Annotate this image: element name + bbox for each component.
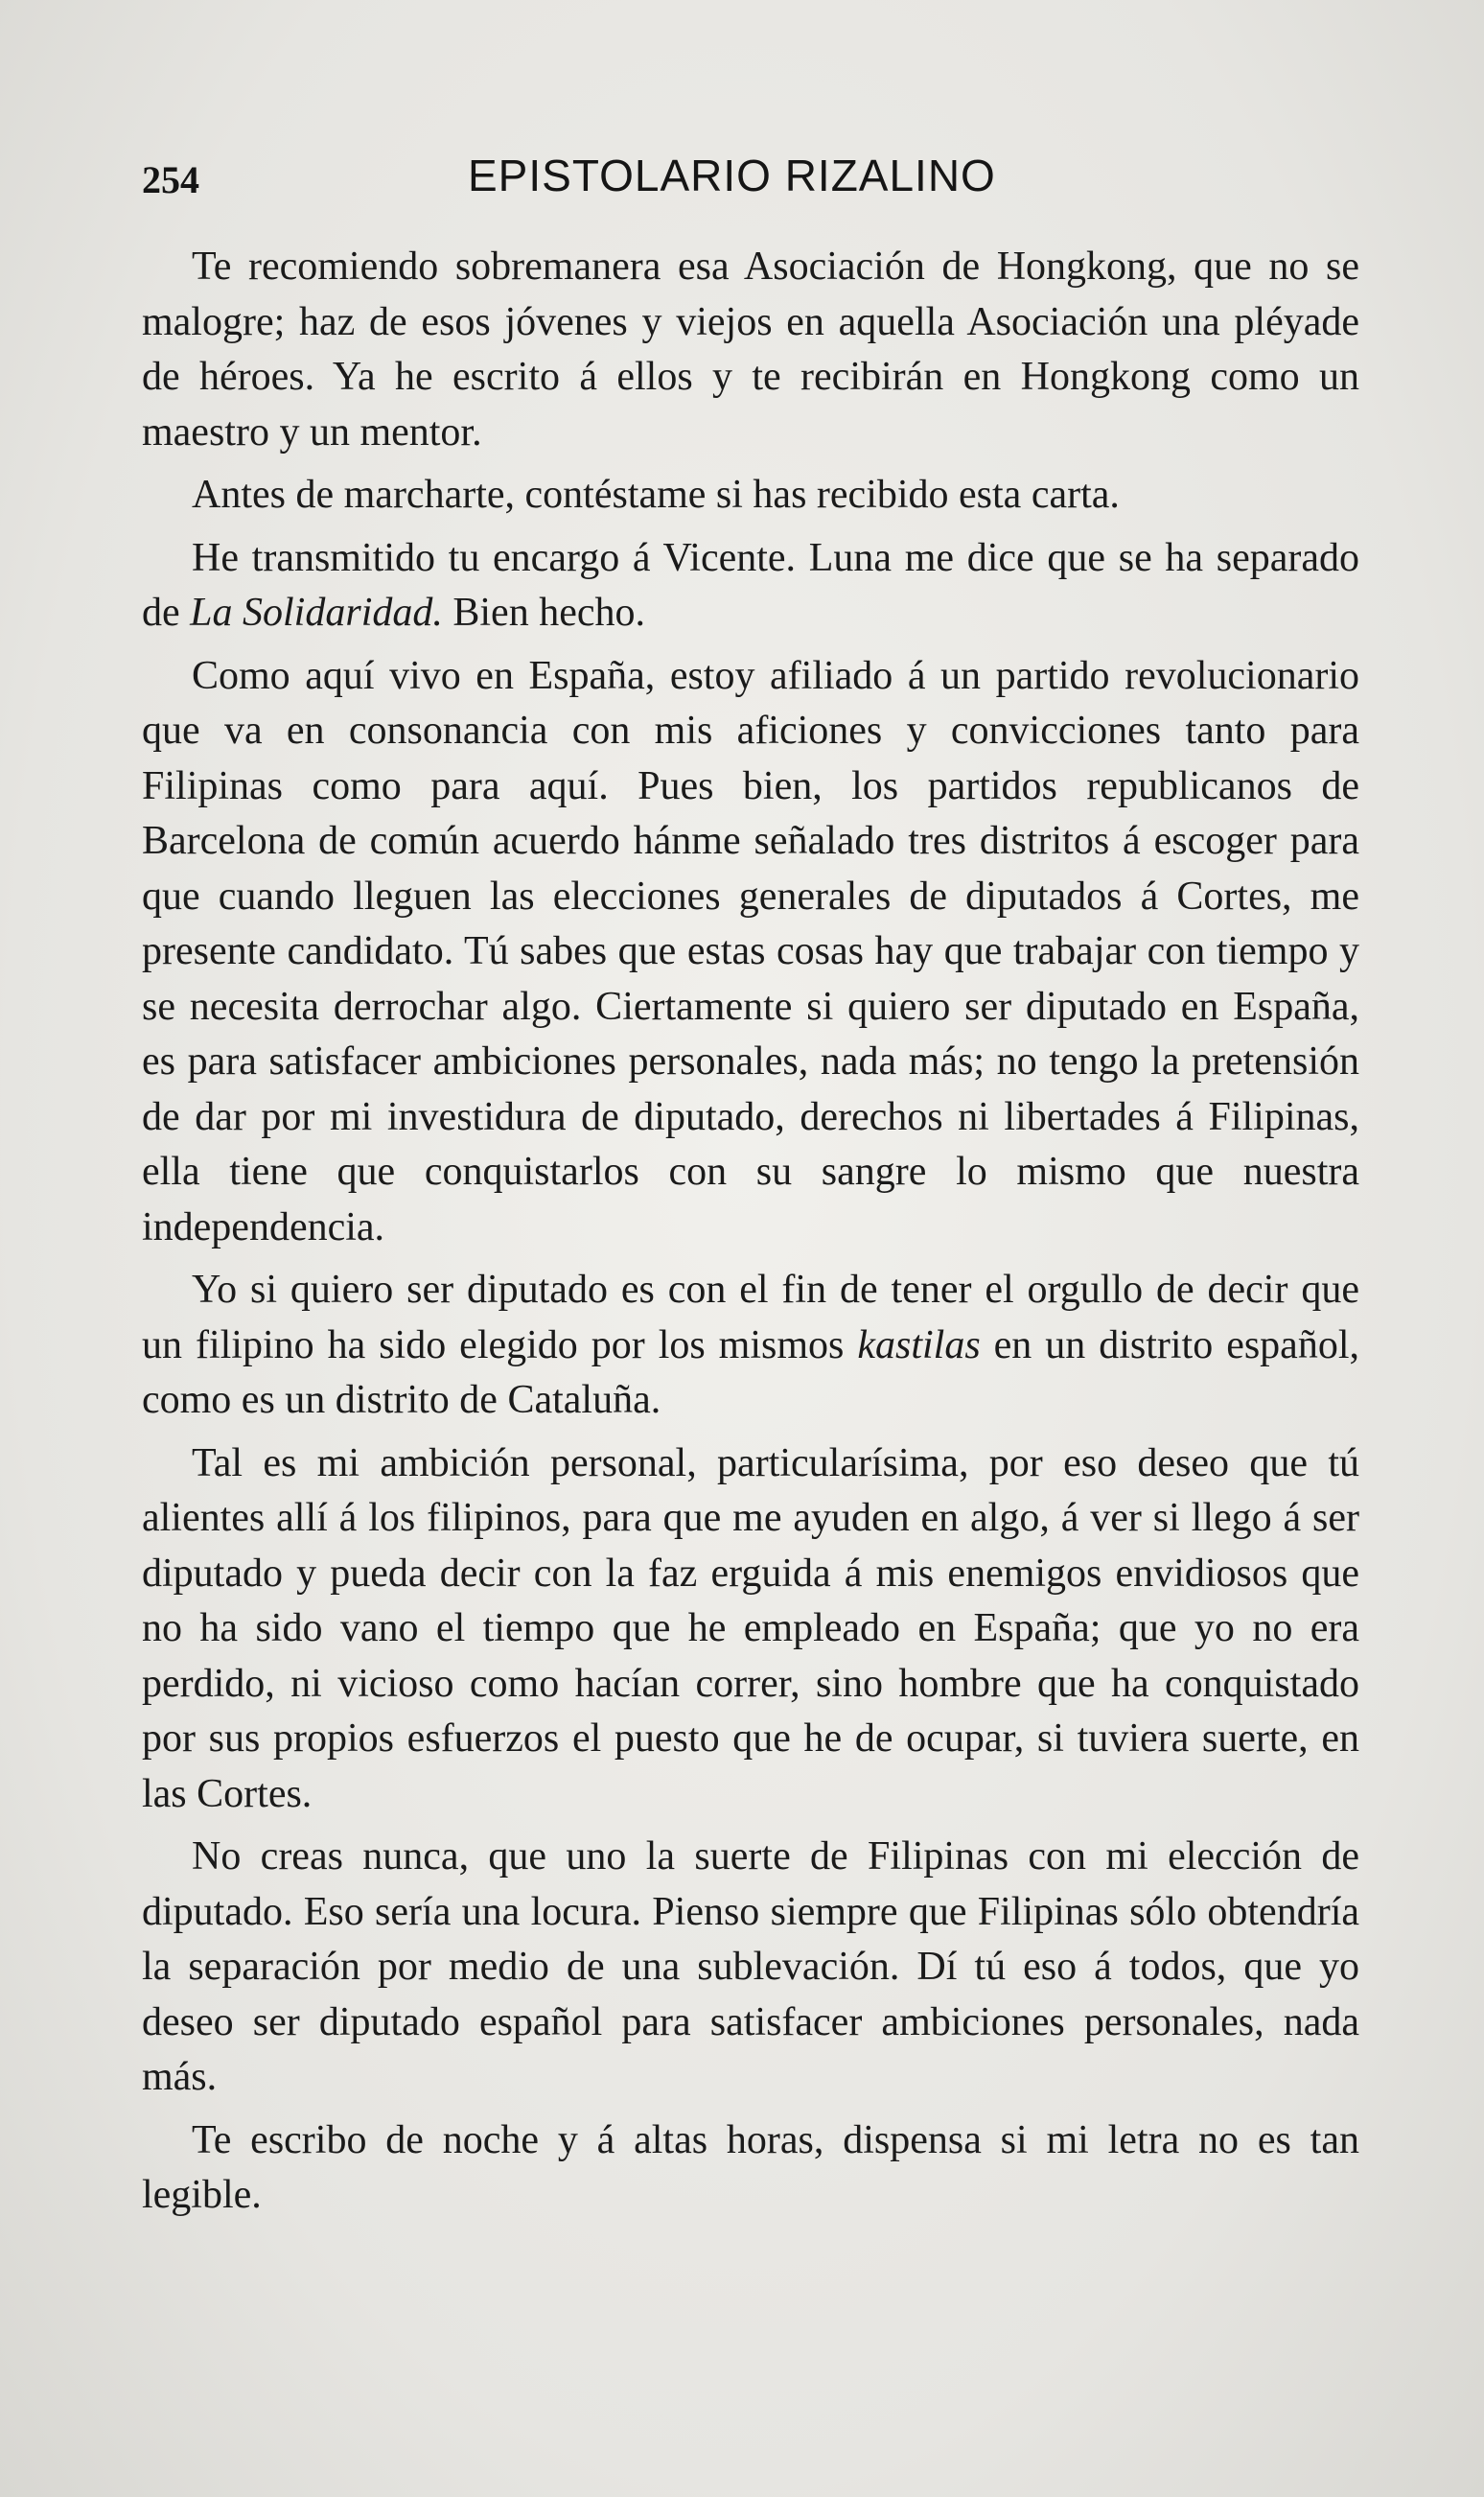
italic-title: La Solidaridad. <box>190 591 443 635</box>
paragraph-text: Tal es mi ambición personal, particularísima, por eso deseo que tú alientes allí á los filipinos, para que me ayuden en algo, á ver si llego á ser diputado y pueda decir con la faz erguida á mis enemigos envidiosos que no ha sido vano el tiempo que he empleado en España; que yo no era perdido, ni vicioso como hacían correr, sino hombre que ha conquistado por sus propios esfuerzos el puesto que he de ocupar, si tuviera suerte, en las Cortes. <box>142 1440 1359 1816</box>
italic-word: kastilas <box>857 1322 981 1367</box>
running-title: EPISTOLARIO RIZALINO <box>468 151 996 200</box>
paragraph-text: Como aquí vivo en España, estoy afiliado á un partido revolucionario que va en consonancia con mis aficiones y convicciones tanto para Filipinas como para aquí. Pues bien, los partidos republicanos de Barcelona de común acuerdo hánme señalado tres distritos á escoger para que cuando lleguen las elecciones generales de diputados á Cortes, me presente candidato. Tú sabes que estas cosas hay que trabajar con tiempo y se necesita derrochar algo. Ciertamente si quiero ser diputado en España, es para satisfacer ambiciones personales, nada más; no tengo la pretensión de dar por mi investidura de diputado, derechos ni libertades á Filipinas, ella tiene que conquistarlos con su sangre lo mismo que nuestra independencia. <box>142 653 1359 1249</box>
paragraph-text: Te escribo de noche y á altas horas, dispensa si mi letra no es tan legible. <box>142 2117 1359 2217</box>
paragraph <box>142 1263 1359 1429</box>
paragraph-text: Te recomiendo sobremanera esa Asociación de Hongkong, que no se malogre; haz de esos jóvenes y viejos en aquella Asociación una pléyade de héroes. Ya he escrito á ellos y te recibirán en Hongkong como un maestro y un mentor. <box>142 245 1359 455</box>
paragraph <box>142 531 1359 642</box>
paragraph-text: No creas nunca, que uno la suerte de Filipinas con mi elección de diputado. Eso sería una locura. Pienso siempre que Filipinas sólo obtendría la separación por medio de una sublevación. Dí tú eso á todos, que yo deseo ser diputado español para satisfacer ambiciones personales, nada más. <box>142 1834 1359 2099</box>
paragraph-text: Bien hecho. <box>442 591 645 635</box>
page-number: 254 <box>142 158 199 201</box>
paragraph <box>142 468 1359 524</box>
paragraph-text: He transmitido tu encargo á Vicente. Luna me dice que se ha separado de <box>142 535 1359 635</box>
body-text <box>142 240 1359 2224</box>
paragraph <box>142 649 1359 1256</box>
paragraph <box>142 1436 1359 1823</box>
paragraph-text: Yo si quiero ser diputado es con el fin de tener el orgullo de decir que un filipino ha sido elegido por los mismos <box>142 1268 1359 1367</box>
page-header <box>142 144 1369 221</box>
paragraph-text: en un distrito español, como es un distrito de Cataluña. <box>142 1322 1359 1422</box>
paragraph <box>142 240 1359 460</box>
paragraph <box>142 1830 1359 2106</box>
paragraph <box>142 2113 1359 2224</box>
paragraph-text: Antes de marcharte, contéstame si has recibido esta carta. <box>192 473 1120 517</box>
